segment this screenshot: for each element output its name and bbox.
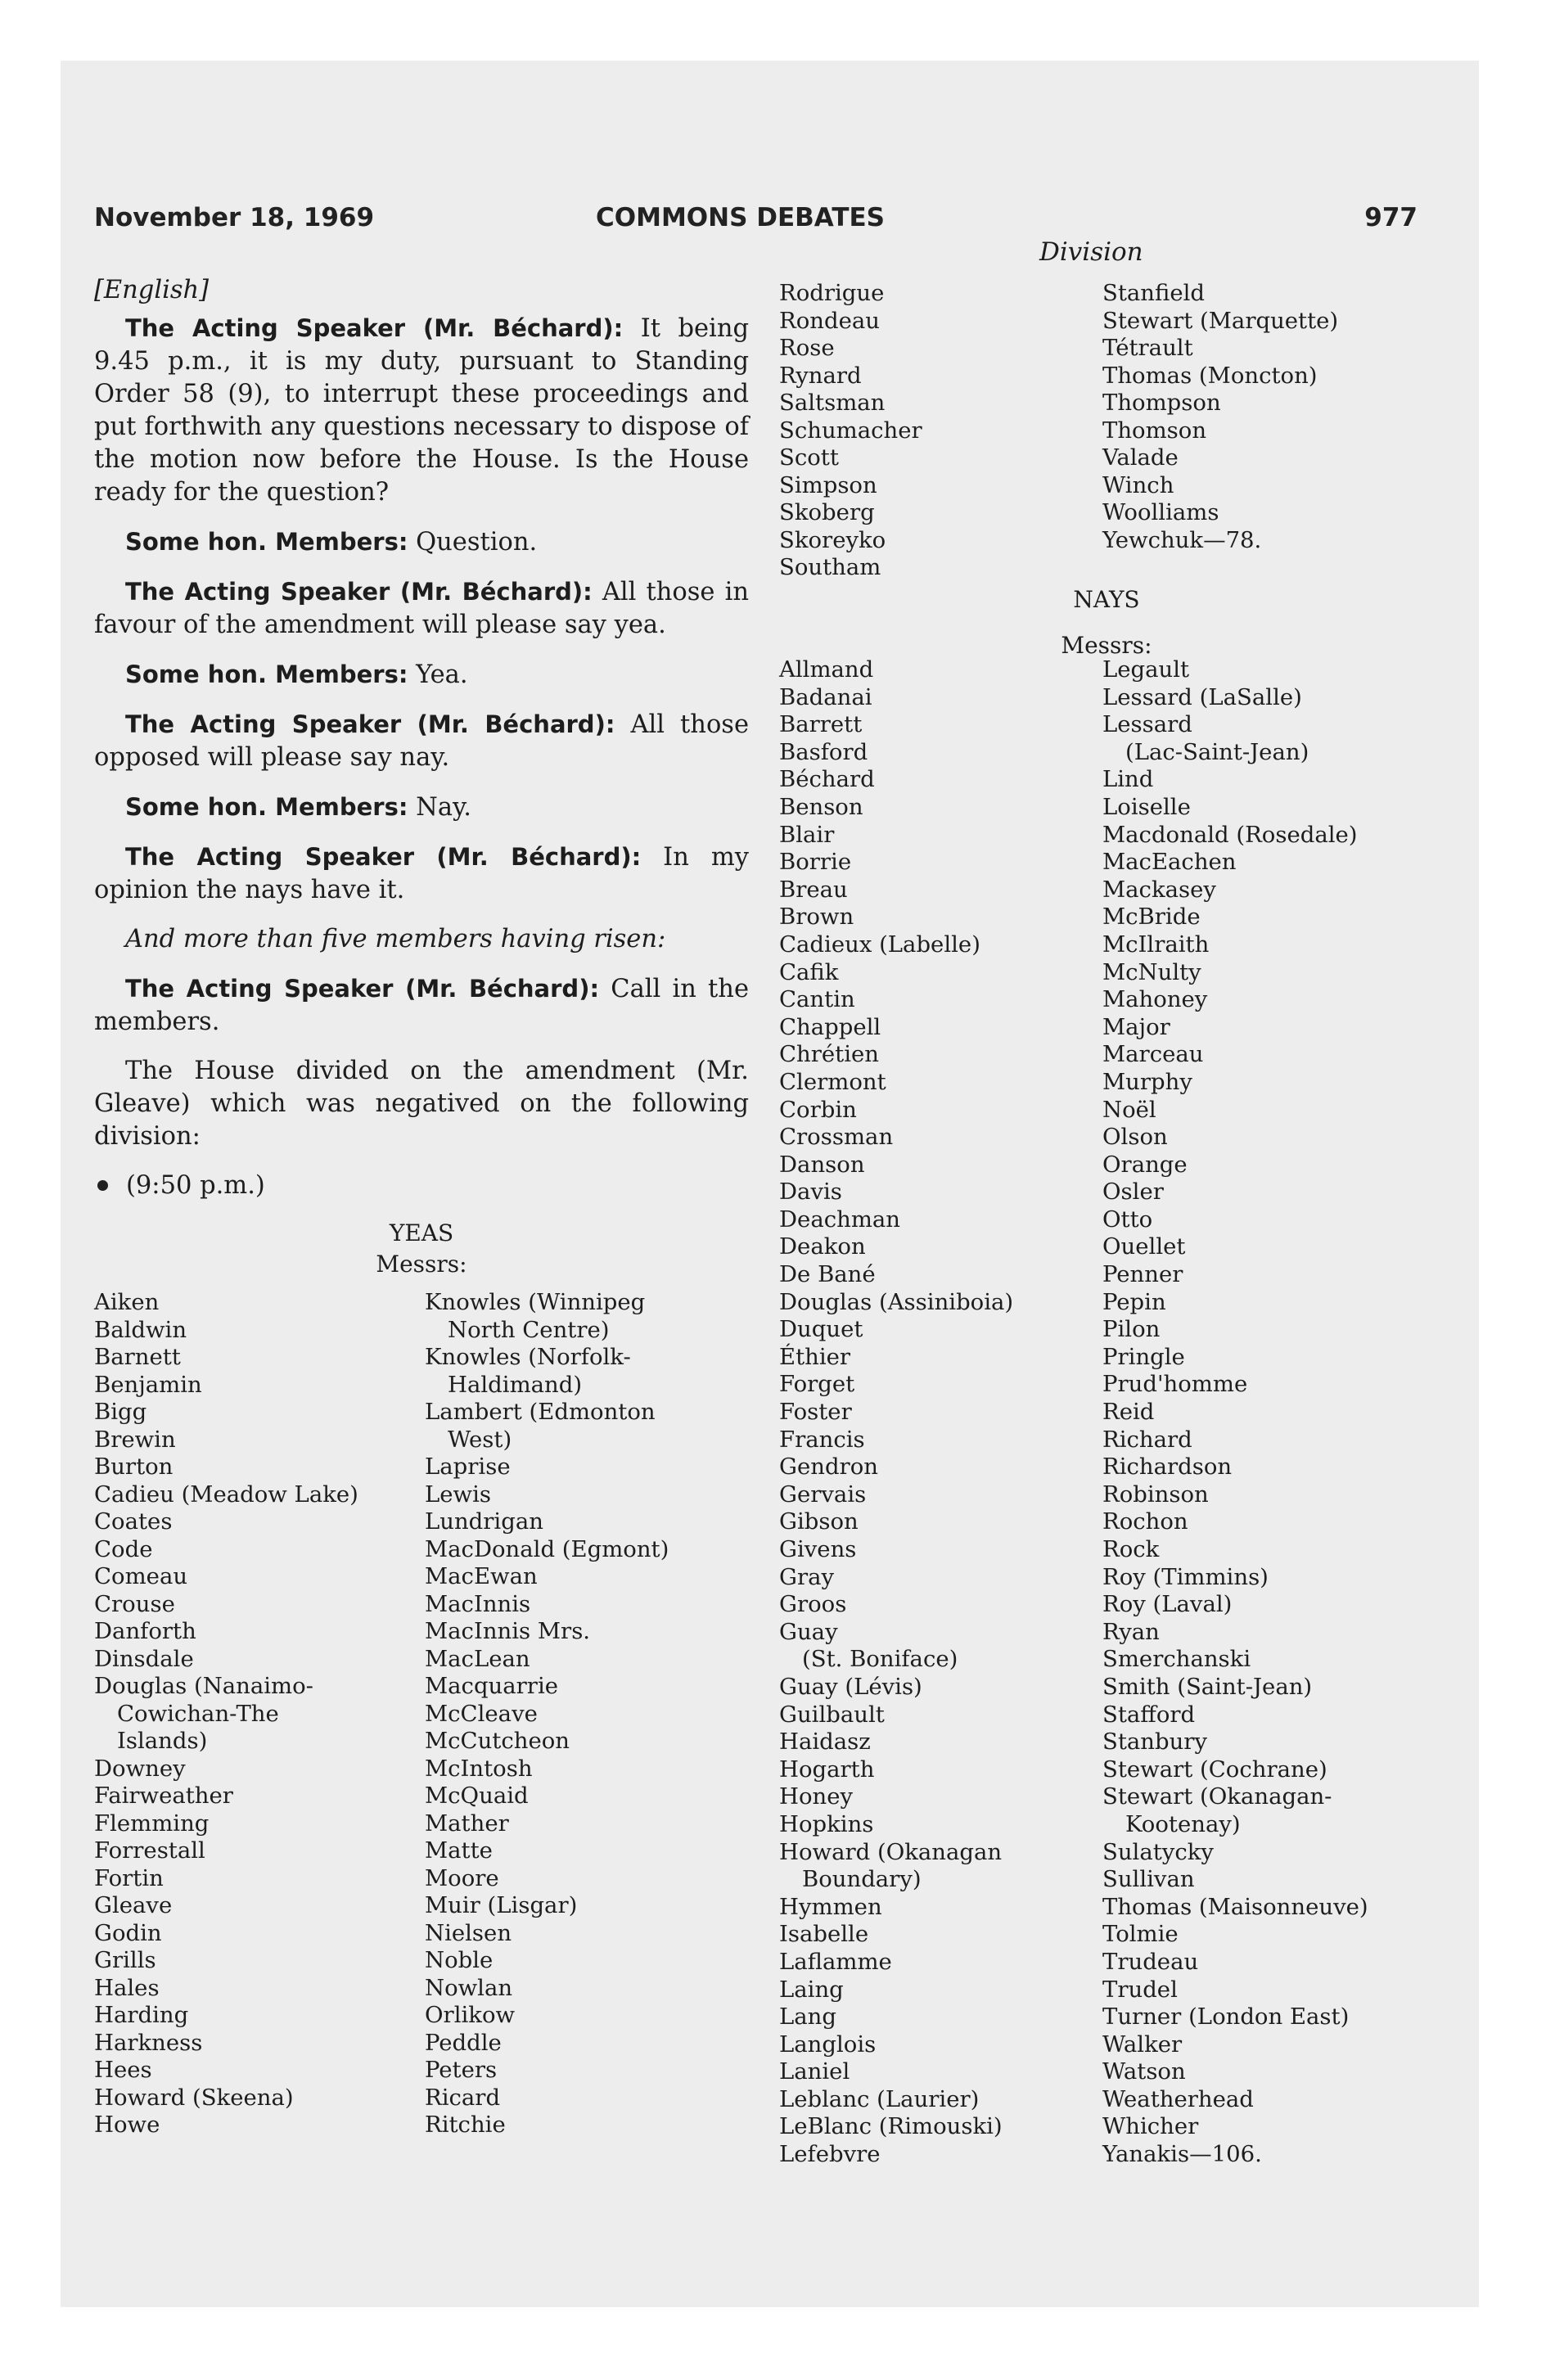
member-name: Macquarrie xyxy=(425,1673,559,1699)
member-name: Saltsman xyxy=(779,390,886,416)
member-name: Basford xyxy=(779,738,868,765)
division-yeas-column-2 xyxy=(1102,280,1463,554)
member-name: Benjamin xyxy=(94,1371,202,1398)
speech-text: All those opposed will please say nay. xyxy=(94,710,750,772)
member-name: Mather xyxy=(425,1810,509,1837)
member-name: Pilon xyxy=(1102,1316,1161,1343)
member-name: Penner xyxy=(1102,1261,1183,1288)
member-name: West) xyxy=(448,1426,512,1453)
paragraph xyxy=(94,525,749,559)
member-name: Guay (Lévis) xyxy=(779,1673,922,1700)
member-name: Knowles (Norfolk- xyxy=(425,1344,631,1370)
member-name: Forrestall xyxy=(94,1837,205,1864)
yeas-column-2 xyxy=(425,1289,736,2139)
member-name: Rock xyxy=(1102,1536,1160,1562)
speech-text: Call in the members. xyxy=(94,975,749,1036)
member-name: Mackasey xyxy=(1102,876,1216,903)
member-name: Nielsen xyxy=(425,1919,512,1946)
member-name: Skoberg xyxy=(779,499,875,525)
member-name: McCleave xyxy=(425,1700,538,1727)
member-name: Laniel xyxy=(779,2058,850,2085)
member-name: Thomas (Moncton) xyxy=(1102,362,1318,389)
member-name: Borrie xyxy=(779,849,852,876)
member-name: Brewin xyxy=(94,1426,176,1453)
speaker-name: The Acting Speaker (Mr. Béchard): xyxy=(125,975,600,1003)
member-name: Turner (London East) xyxy=(1102,2004,1350,2031)
member-name: Hees xyxy=(94,2057,152,2083)
member-name: Deakon xyxy=(779,1233,866,1260)
yeas-heading: YEAS xyxy=(389,1219,454,1246)
member-name: Harding xyxy=(94,2002,189,2028)
paragraph xyxy=(94,791,749,824)
member-name: Boundary) xyxy=(802,1866,922,1893)
member-name: Francis xyxy=(779,1426,865,1453)
member-name: Macdonald (Rosedale) xyxy=(1102,821,1358,848)
yeas-messrs: Messrs: xyxy=(376,1251,467,1278)
member-name: Lessard (LaSalle) xyxy=(1102,683,1302,710)
nays-heading-block xyxy=(779,577,1434,669)
member-name: Sulatycky xyxy=(1102,1838,1214,1865)
member-name: Ryan xyxy=(1102,1618,1160,1645)
member-name: Loiselle xyxy=(1102,793,1191,820)
member-name: Murphy xyxy=(1102,1068,1192,1095)
member-name: Leblanc (Laurier) xyxy=(779,2085,980,2112)
member-name: Richard xyxy=(1102,1426,1192,1453)
member-name: Richardson xyxy=(1102,1454,1233,1481)
member-name: Knowles (Winnipeg xyxy=(425,1289,646,1315)
member-name: Ritchie xyxy=(425,2112,506,2138)
member-name: Hopkins xyxy=(779,1810,874,1837)
member-name: Duquet xyxy=(779,1316,863,1343)
member-name: Harkness xyxy=(94,2029,203,2056)
member-name: Pringle xyxy=(1102,1343,1185,1370)
page-header xyxy=(94,203,1418,236)
member-name: Lundrigan xyxy=(425,1508,543,1535)
member-name: Sullivan xyxy=(1102,1866,1195,1893)
member-name: Grills xyxy=(94,1947,156,1973)
member-name: Orlikow xyxy=(425,2002,516,2028)
member-name: Laflamme xyxy=(779,1948,892,1975)
member-name: Cowichan-The xyxy=(117,1700,279,1727)
member-name: Douglas (Nanaimo- xyxy=(94,1673,313,1699)
member-name: Brown xyxy=(779,904,854,931)
member-name: Corbin xyxy=(779,1096,857,1123)
member-name: Skoreyko xyxy=(779,526,886,553)
member-name: Bigg xyxy=(94,1399,147,1425)
member-name: Aiken xyxy=(94,1289,160,1315)
member-name: (St. Boniface) xyxy=(802,1646,958,1673)
time-text: (9:50 p.m.) xyxy=(126,1171,265,1200)
member-name: Allmand xyxy=(779,656,874,683)
member-name: Givens xyxy=(779,1536,857,1562)
member-name: Yanakis—106. xyxy=(1102,2141,1262,2168)
member-name: Laing xyxy=(779,1976,844,2003)
member-name: Walker xyxy=(1102,2031,1183,2058)
member-name: Legault xyxy=(1102,656,1190,683)
member-name: Groos xyxy=(779,1591,847,1618)
member-name: Lefebvre xyxy=(779,2141,881,2168)
division-yeas-column-1 xyxy=(779,280,1090,582)
member-name: Éthier xyxy=(779,1343,851,1370)
paragraph xyxy=(94,575,749,642)
nays-heading: NAYS xyxy=(1073,586,1140,613)
member-name: McIntosh xyxy=(425,1755,533,1782)
speaker-name: The Acting Speaker (Mr. Béchard): xyxy=(125,710,615,738)
paragraph xyxy=(94,972,749,1039)
member-name: Cantin xyxy=(779,986,855,1013)
member-name: Smerchanski xyxy=(1102,1646,1251,1673)
member-name: Rondeau xyxy=(779,307,880,334)
member-name: Forget xyxy=(779,1371,855,1398)
member-name: Barrett xyxy=(779,711,863,738)
member-name: Islands) xyxy=(117,1728,208,1754)
member-name: Stanfield xyxy=(1102,280,1206,306)
member-name: MacInnis xyxy=(425,1590,531,1617)
member-name: Lessard xyxy=(1102,711,1192,738)
member-name: Benson xyxy=(779,793,863,820)
member-name: Howard (Okanagan xyxy=(779,1838,1003,1865)
member-name: Lang xyxy=(779,2004,836,2031)
member-name: Flemming xyxy=(94,1810,210,1837)
member-name: Rodrigue xyxy=(779,280,885,306)
member-name: Langlois xyxy=(779,2031,877,2058)
member-name: Godin xyxy=(94,1919,162,1946)
member-name: Simpson xyxy=(779,471,877,498)
member-name: Thompson xyxy=(1102,390,1221,416)
time-stamp xyxy=(94,1170,749,1202)
member-name: Comeau xyxy=(94,1563,188,1589)
member-name: Ouellet xyxy=(1102,1233,1186,1260)
member-name: Valade xyxy=(1102,444,1179,471)
division-heading: Division xyxy=(1039,237,1143,267)
division-statement: The House divided on the amendment (Mr. Gleave) which was negatived on the following division: xyxy=(94,1057,749,1151)
member-name: Peddle xyxy=(425,2029,502,2056)
member-name: Stewart (Cochrane) xyxy=(1102,1756,1327,1783)
member-name: Breau xyxy=(779,876,848,903)
member-name: Rose xyxy=(779,335,835,361)
member-name: MacLean xyxy=(425,1645,530,1672)
member-name: Tolmie xyxy=(1102,1921,1179,1948)
member-name: MacEwan xyxy=(425,1563,538,1589)
member-name: MacEachen xyxy=(1102,849,1237,876)
member-name: Clermont xyxy=(779,1068,886,1095)
member-name: Watson xyxy=(1102,2058,1186,2085)
header-date: November 18, 1969 xyxy=(94,203,375,232)
nays-column-2 xyxy=(1102,656,1463,2169)
member-name: Woolliams xyxy=(1102,499,1219,525)
member-name: Trudel xyxy=(1102,1976,1178,2003)
member-name: Coates xyxy=(94,1508,173,1535)
member-name: Crouse xyxy=(94,1590,175,1617)
speech-text: In my opinion the nays have it. xyxy=(94,843,749,904)
member-name: Dinsdale xyxy=(94,1645,194,1672)
speaker-name: Some hon. Members: xyxy=(125,660,408,688)
nays-column-1 xyxy=(779,656,1090,2169)
member-name: Olson xyxy=(1102,1124,1168,1151)
member-name: Scott xyxy=(779,444,839,471)
member-name: Blair xyxy=(779,821,835,848)
member-name: Matte xyxy=(425,1837,493,1864)
paragraph xyxy=(94,658,749,692)
speech-text: Yea. xyxy=(408,660,468,689)
member-name: (Lac-Saint-Jean) xyxy=(1125,738,1309,765)
member-name: Moore xyxy=(425,1864,499,1891)
member-name: Danforth xyxy=(94,1618,196,1644)
speaker-name: The Acting Speaker (Mr. Béchard): xyxy=(125,314,624,342)
member-name: Cadieu (Meadow Lake) xyxy=(94,1481,358,1508)
member-name: Gendron xyxy=(779,1454,878,1481)
member-name: Hales xyxy=(94,1974,160,2001)
member-name: Peters xyxy=(425,2057,498,2083)
member-name: Gibson xyxy=(779,1508,859,1535)
member-name: Thomson xyxy=(1102,417,1207,444)
member-name: Gleave xyxy=(94,1892,173,1918)
member-name: Whicher xyxy=(1102,2113,1199,2140)
member-name: Béchard xyxy=(779,766,875,793)
member-name: Orange xyxy=(1102,1151,1188,1178)
member-name: LeBlanc (Rimouski) xyxy=(779,2113,1003,2140)
speech-text: All those in favour of the amendment will please say yea. xyxy=(94,578,749,639)
member-name: MacInnis Mrs. xyxy=(425,1618,591,1644)
member-name: Hogarth xyxy=(779,1756,875,1783)
member-name: McQuaid xyxy=(425,1783,529,1809)
member-name: Kootenay) xyxy=(1125,1810,1241,1837)
member-name: Rynard xyxy=(779,362,862,389)
member-name: Thomas (Maisonneuve) xyxy=(1102,1893,1368,1920)
speech-text: Nay. xyxy=(408,793,471,822)
member-name: Davis xyxy=(779,1179,842,1206)
member-name: Robinson xyxy=(1102,1481,1209,1508)
page-number: 977 xyxy=(1364,203,1418,232)
member-name: Schumacher xyxy=(779,417,922,444)
member-name: Nowlan xyxy=(425,1974,513,2001)
member-name: Prud'homme xyxy=(1102,1371,1248,1398)
member-name: Guilbault xyxy=(779,1701,885,1728)
nays-messrs: Messrs: xyxy=(1061,632,1152,659)
member-name: Stafford xyxy=(1102,1701,1196,1728)
member-name: Badanai xyxy=(779,683,872,710)
bullet-icon xyxy=(97,1180,108,1191)
member-name: Foster xyxy=(779,1399,852,1426)
member-name: Stanbury xyxy=(1102,1729,1207,1756)
member-name: Barnett xyxy=(94,1344,181,1370)
member-name: Honey xyxy=(779,1783,854,1810)
member-name: Winch xyxy=(1102,471,1174,498)
member-name: MacDonald (Egmont) xyxy=(425,1535,669,1562)
stage-direction: And more than five members having risen: xyxy=(125,925,666,953)
member-name: Weatherhead xyxy=(1102,2085,1254,2112)
member-name: Chappell xyxy=(779,1013,881,1040)
member-name: McBride xyxy=(1102,904,1201,931)
member-name: Laprise xyxy=(425,1454,511,1480)
member-name: Chrétien xyxy=(779,1041,880,1068)
member-name: Major xyxy=(1102,1013,1170,1040)
member-name: North Centre) xyxy=(448,1316,610,1343)
member-name: Baldwin xyxy=(94,1316,187,1343)
member-name: Noble xyxy=(425,1947,494,1973)
member-name: Otto xyxy=(1102,1206,1153,1233)
yeas-heading-block xyxy=(94,1218,749,1280)
member-name: Lewis xyxy=(425,1481,491,1508)
debate-text-column xyxy=(94,274,749,1219)
speaker-name: Some hon. Members: xyxy=(125,793,408,821)
member-name: Isabelle xyxy=(779,1921,869,1948)
member-name: Downey xyxy=(94,1755,186,1782)
member-name: McIlraith xyxy=(1102,931,1210,958)
member-name: Lind xyxy=(1102,766,1154,793)
member-name: McCutcheon xyxy=(425,1728,570,1754)
member-name: Trudeau xyxy=(1102,1948,1199,1975)
member-name: Noël xyxy=(1102,1096,1156,1123)
member-name: Stewart (Marquette) xyxy=(1102,307,1339,334)
paragraph xyxy=(94,708,749,774)
member-name: Osler xyxy=(1102,1179,1164,1206)
member-name: Roy (Laval) xyxy=(1102,1591,1233,1618)
member-name: Code xyxy=(94,1535,153,1562)
member-name: De Bané xyxy=(779,1261,876,1288)
member-name: Mahoney xyxy=(1102,986,1208,1013)
member-name: Marceau xyxy=(1102,1041,1204,1068)
speaker-name: The Acting Speaker (Mr. Béchard): xyxy=(125,843,642,871)
member-name: Ricard xyxy=(425,2084,501,2111)
member-name: Smith (Saint-Jean) xyxy=(1102,1673,1313,1700)
member-name: Gervais xyxy=(779,1481,867,1508)
yeas-column-1 xyxy=(94,1289,405,2139)
member-name: Cadieux (Labelle) xyxy=(779,931,980,958)
header-title: COMMONS DEBATES xyxy=(596,203,885,232)
member-name: Roy (Timmins) xyxy=(1102,1563,1269,1590)
member-name: Lambert (Edmonton xyxy=(425,1399,656,1425)
member-name: Hymmen xyxy=(779,1893,882,1920)
member-name: Stewart (Okanagan- xyxy=(1102,1783,1332,1810)
member-name: Yewchuk—78. xyxy=(1102,526,1262,553)
member-name: Pepin xyxy=(1102,1288,1166,1315)
member-name: Cafik xyxy=(779,958,839,985)
member-name: Crossman xyxy=(779,1124,894,1151)
speech-text: It being 9.45 p.m., it is my duty, pursuant to Standing Order 58 (9), to interrupt these proceedings and put forthwith any questions necessary to dispose of the motion now before the House. Is the House ready for the question? xyxy=(94,314,749,507)
member-name: McNulty xyxy=(1102,958,1201,985)
member-name: Gray xyxy=(779,1563,835,1590)
member-name: Tétrault xyxy=(1102,335,1193,361)
member-name: Howe xyxy=(94,2112,160,2138)
member-name: Danson xyxy=(779,1151,865,1178)
member-name: Muir (Lisgar) xyxy=(425,1892,578,1918)
member-name: Deachman xyxy=(779,1206,901,1233)
member-name: Howard (Skeena) xyxy=(94,2084,294,2111)
member-name: Southam xyxy=(779,554,881,580)
member-name: Fairweather xyxy=(94,1783,233,1809)
member-name: Haidasz xyxy=(779,1729,871,1756)
paragraph xyxy=(94,841,749,907)
speech-text: Question. xyxy=(408,528,538,557)
speaker-name: The Acting Speaker (Mr. Béchard): xyxy=(125,578,593,606)
member-name: Burton xyxy=(94,1454,174,1480)
member-name: Reid xyxy=(1102,1399,1155,1426)
speaker-name: Some hon. Members: xyxy=(125,528,408,556)
member-name: Fortin xyxy=(94,1864,164,1891)
member-name: Rochon xyxy=(1102,1508,1188,1535)
paragraph xyxy=(94,312,749,509)
language-marker: [English] xyxy=(94,276,210,304)
member-name: Haldimand) xyxy=(448,1371,583,1398)
member-name: Douglas (Assiniboia) xyxy=(779,1288,1014,1315)
member-name: Guay xyxy=(779,1618,838,1645)
